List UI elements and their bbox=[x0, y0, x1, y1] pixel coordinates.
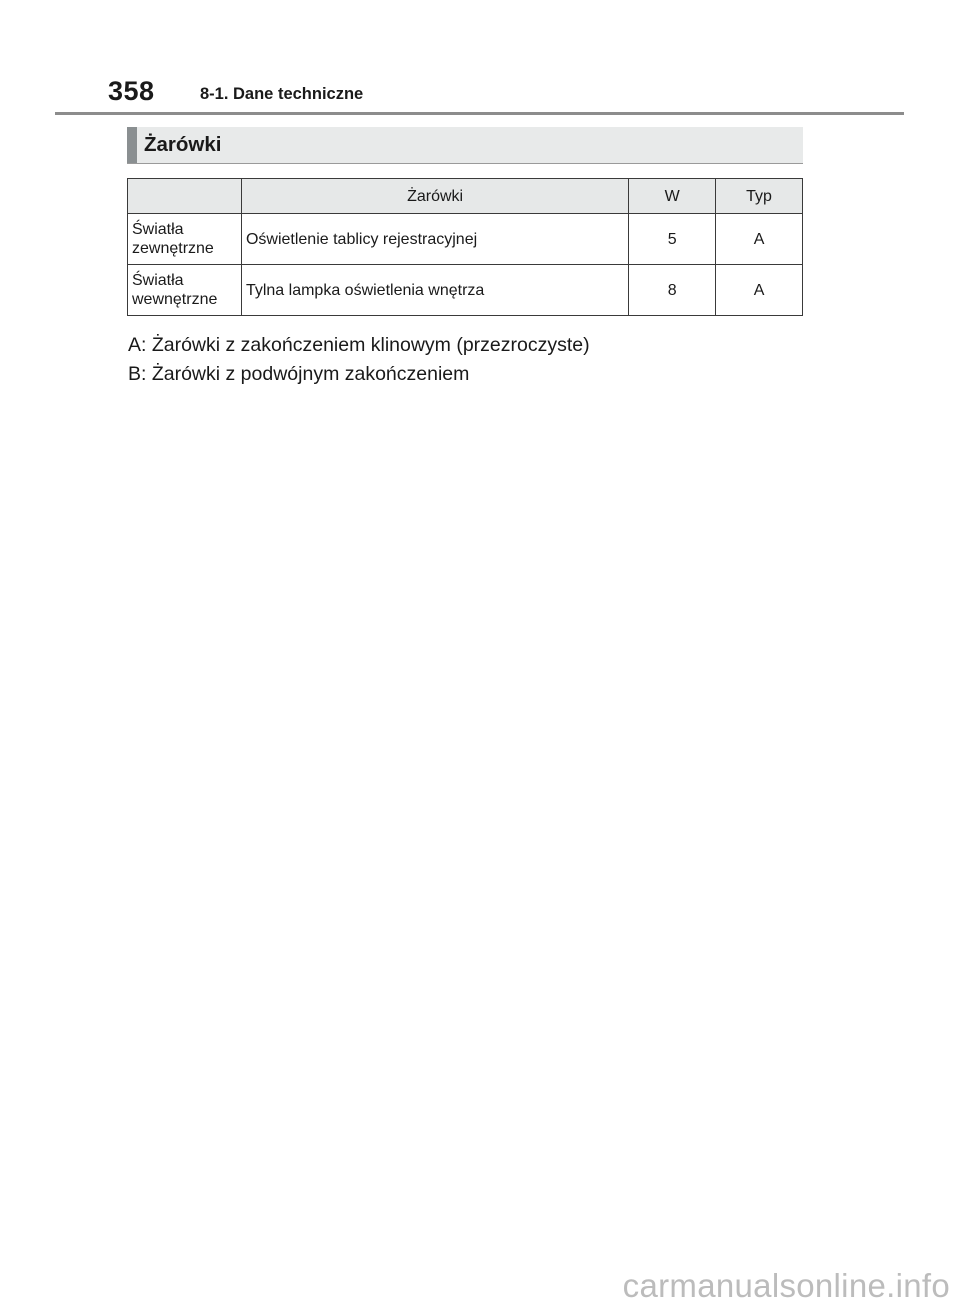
section-title: Żarówki bbox=[144, 133, 222, 156]
table-cell-bulb-name: Oświetlenie tablicy rejestracyjnej bbox=[241, 214, 628, 265]
table-header-cell: W bbox=[629, 179, 716, 214]
table-cell-category bbox=[128, 265, 242, 316]
table-cell-watts: 5 bbox=[629, 214, 716, 265]
footnote-type-a: A: Żarówki z zakończeniem klinowym (przezroczyste) bbox=[128, 334, 590, 356]
table-header-cell: Żarówki bbox=[241, 179, 628, 214]
table-cell-type: A bbox=[716, 265, 803, 316]
table-cell-watts: 8 bbox=[629, 265, 716, 316]
section-banner-accent-bar bbox=[127, 127, 137, 163]
header-divider bbox=[55, 112, 904, 115]
watermark-text: carmanualsonline.info bbox=[622, 1267, 950, 1304]
table-row bbox=[128, 214, 803, 265]
footnote-type-b: B: Żarówki z podwójnym zakończeniem bbox=[128, 363, 470, 385]
table-cell-category bbox=[128, 214, 242, 265]
table-cell-bulb-name: Tylna lampka oświetlenia wnętrza bbox=[241, 265, 628, 316]
chapter-title: 8-1. Dane techniczne bbox=[200, 85, 364, 103]
category-line: zewnętrzne bbox=[132, 240, 214, 257]
bulbs-table bbox=[127, 178, 803, 316]
table-header-cell: Typ bbox=[716, 179, 803, 214]
page-header bbox=[0, 0, 960, 120]
category-line: Światła bbox=[132, 272, 184, 289]
category-line: wewnętrzne bbox=[132, 291, 218, 308]
section-banner bbox=[127, 127, 803, 164]
page-number: 358 bbox=[108, 76, 155, 106]
table-cell-type: A bbox=[716, 214, 803, 265]
category-line: Światła bbox=[132, 221, 184, 238]
table-row bbox=[128, 265, 803, 316]
table-header-row bbox=[128, 179, 803, 214]
table-header-cell bbox=[128, 179, 242, 214]
